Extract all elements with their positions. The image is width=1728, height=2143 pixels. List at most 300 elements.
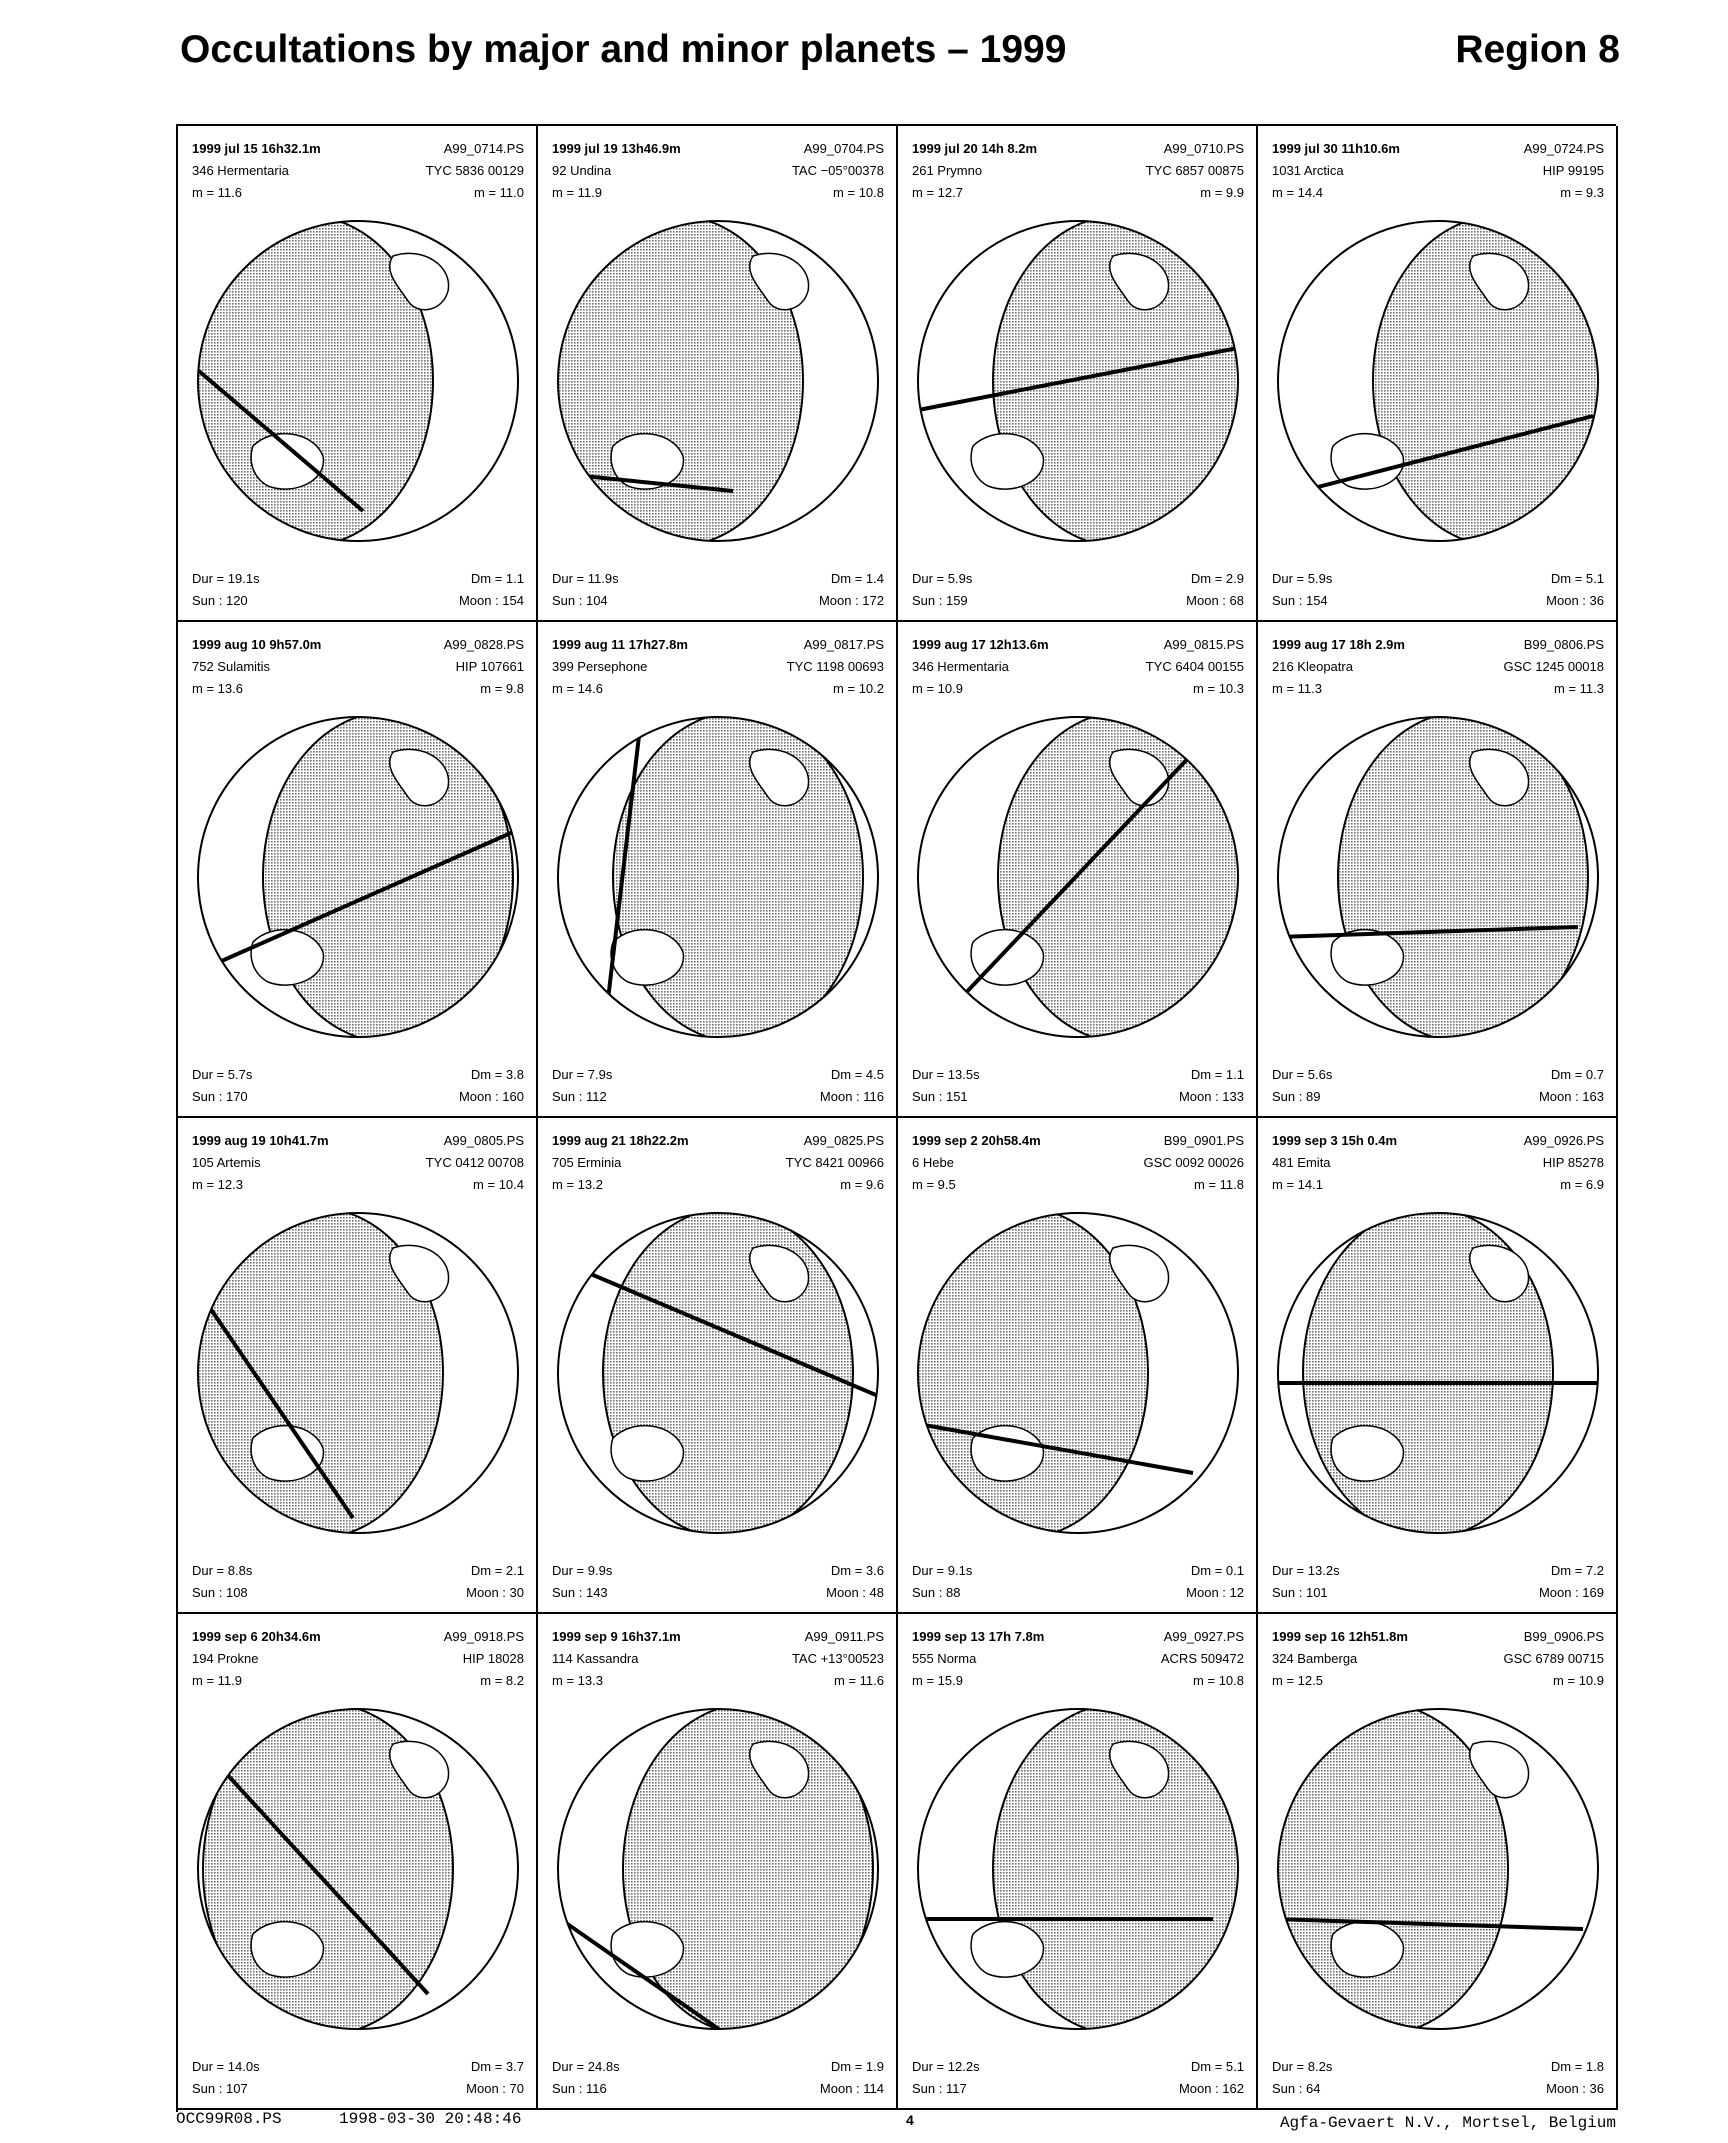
panel-header — [192, 1626, 524, 1692]
panel-header-row — [552, 1626, 884, 1648]
planet-magnitude: m = 13.2 — [552, 1177, 603, 1192]
panel-header-row — [552, 1174, 884, 1196]
panel-footer-row — [552, 590, 884, 612]
star-magnitude: m = 10.8 — [1193, 1673, 1244, 1688]
panel-footer — [192, 2056, 524, 2100]
panel-header-row — [912, 634, 1244, 656]
event-file: A99_0704.PS — [803, 141, 884, 156]
magnitude-drop: Dm = 2.9 — [1190, 571, 1244, 586]
panel-footer — [192, 1064, 524, 1108]
panel-footer-row — [552, 1560, 884, 1582]
panel-header-row — [192, 1130, 524, 1152]
page-title: Occultations by major and minor planets – 1999 — [180, 28, 1067, 71]
occultation-panel — [898, 1118, 1258, 1614]
star-magnitude: m = 10.2 — [833, 681, 884, 696]
panel-header-row — [552, 1648, 884, 1670]
page-number: 4 — [906, 2112, 914, 2128]
planet-magnitude: m = 9.5 — [912, 1177, 956, 1192]
star-id: GSC 1245 00018 — [1503, 659, 1604, 674]
event-file: A99_0817.PS — [803, 637, 884, 652]
star-id: GSC 6789 00715 — [1503, 1651, 1604, 1666]
panel-header-row — [912, 1670, 1244, 1692]
star-magnitude: m = 9.9 — [1200, 185, 1244, 200]
panel-footer-row — [192, 590, 524, 612]
magnitude-drop: Dm = 3.8 — [470, 1067, 524, 1082]
duration: Dur = 5.9s — [912, 571, 973, 586]
landmass — [251, 1922, 323, 1977]
panel-header-row — [192, 160, 524, 182]
sun-elongation: Sun : 104 — [552, 593, 608, 608]
landmass — [251, 1426, 323, 1481]
moon-elongation: Moon : 154 — [458, 593, 524, 608]
event-date: 1999 aug 21 18h22.2m — [552, 1133, 689, 1148]
panel-footer-row — [912, 1560, 1244, 1582]
sun-elongation: Sun : 89 — [1272, 1089, 1321, 1104]
occultation-panel — [1258, 622, 1618, 1118]
globe-map-icon — [913, 1208, 1243, 1538]
sun-elongation: Sun : 159 — [912, 593, 968, 608]
panel-header-row — [1272, 1670, 1604, 1692]
planet-magnitude: m = 11.6 — [192, 185, 242, 200]
occultation-panel — [178, 622, 538, 1118]
planet-magnitude: m = 13.3 — [552, 1673, 603, 1688]
planet-magnitude: m = 12.5 — [1272, 1673, 1323, 1688]
star-id: ACRS 509472 — [1160, 1651, 1244, 1666]
panel-header-row — [552, 182, 884, 204]
magnitude-drop: Dm = 1.9 — [830, 2059, 884, 2074]
star-magnitude: m = 9.8 — [480, 681, 524, 696]
event-date: 1999 sep 13 17h 7.8m — [912, 1629, 1045, 1644]
sun-elongation: Sun : 108 — [192, 1585, 248, 1600]
magnitude-drop: Dm = 0.7 — [1550, 1067, 1604, 1082]
planet-magnitude: m = 15.9 — [912, 1673, 963, 1688]
planet-name: 216 Kleopatra — [1272, 659, 1353, 674]
sun-elongation: Sun : 151 — [912, 1089, 968, 1104]
landmass — [251, 434, 323, 489]
globe-map-icon — [913, 216, 1243, 546]
panel-header-row — [912, 1152, 1244, 1174]
duration: Dur = 5.6s — [1272, 1067, 1333, 1082]
landmass — [1331, 1426, 1403, 1481]
panel-header-row — [192, 138, 524, 160]
panel-footer-row — [192, 1582, 524, 1604]
duration: Dur = 5.7s — [192, 1067, 253, 1082]
occultation-panel — [1258, 126, 1618, 622]
duration: Dur = 9.9s — [552, 1563, 613, 1578]
footer-timestamp: 1998-03-30 20:48:46 — [339, 2110, 522, 2128]
event-file: A99_0828.PS — [443, 637, 524, 652]
duration: Dur = 13.5s — [912, 1067, 980, 1082]
panel-footer-row — [552, 2078, 884, 2100]
planet-magnitude: m = 10.9 — [912, 681, 963, 696]
occultation-panel — [898, 126, 1258, 622]
event-date: 1999 sep 9 16h37.1m — [552, 1629, 681, 1644]
landmass — [971, 1922, 1043, 1977]
star-id: GSC 0092 00026 — [1143, 1155, 1244, 1170]
panel-header — [912, 634, 1244, 700]
panel-header-row — [552, 678, 884, 700]
magnitude-drop: Dm = 2.1 — [470, 1563, 524, 1578]
sun-elongation: Sun : 154 — [1272, 593, 1328, 608]
star-magnitude: m = 6.9 — [1560, 1177, 1604, 1192]
planet-name: 399 Persephone — [552, 659, 648, 674]
globe-map-icon — [913, 712, 1243, 1042]
planet-magnitude: m = 12.7 — [912, 185, 963, 200]
sun-elongation: Sun : 64 — [1272, 2081, 1321, 2096]
globe-map-icon — [1273, 216, 1603, 546]
panel-header — [1272, 1130, 1604, 1196]
panel-footer — [1272, 568, 1604, 612]
panel-header-row — [912, 656, 1244, 678]
panel-footer-row — [552, 1582, 884, 1604]
planet-magnitude: m = 14.1 — [1272, 1177, 1323, 1192]
panel-footer — [1272, 1560, 1604, 1604]
moon-elongation: Moon : 160 — [458, 1089, 524, 1104]
event-file: A99_0918.PS — [443, 1629, 524, 1644]
panel-header-row — [552, 656, 884, 678]
panel-footer-row — [912, 1582, 1244, 1604]
panel-header — [912, 1130, 1244, 1196]
globe-map-icon — [193, 712, 523, 1042]
planet-name: 346 Hermentaria — [192, 163, 289, 178]
panel-footer — [552, 1064, 884, 1108]
planet-name: 114 Kassandra — [552, 1651, 639, 1666]
star-magnitude: m = 11.0 — [474, 185, 524, 200]
footer-publisher: Agfa-Gevaert N.V., Mortsel, Belgium — [1279, 2114, 1616, 2132]
duration: Dur = 24.8s — [552, 2059, 620, 2074]
event-file: B99_0906.PS — [1523, 1629, 1604, 1644]
magnitude-drop: Dm = 1.8 — [1550, 2059, 1604, 2074]
planet-name: 555 Norma — [912, 1651, 977, 1666]
panel-header-row — [1272, 1174, 1604, 1196]
planet-name: 194 Prokne — [192, 1651, 259, 1666]
globe-map-icon — [1273, 1704, 1603, 2034]
occultation-panel — [538, 622, 898, 1118]
panel-footer-row — [912, 2056, 1244, 2078]
panel-header-row — [1272, 1626, 1604, 1648]
panel-header-row — [912, 1626, 1244, 1648]
landmass — [611, 1426, 683, 1481]
event-file: A99_0714.PS — [443, 141, 524, 156]
globe-map-icon — [553, 1208, 883, 1538]
planet-magnitude: m = 11.9 — [192, 1673, 242, 1688]
landmass — [971, 434, 1043, 489]
event-date: 1999 jul 30 11h10.6m — [1272, 141, 1400, 156]
moon-elongation: Moon : 114 — [819, 2081, 884, 2096]
panel-header-row — [552, 1670, 884, 1692]
panel-footer — [912, 1560, 1244, 1604]
planet-name: 92 Undina — [552, 163, 612, 178]
panel-header-row — [192, 1670, 524, 1692]
panel-footer — [912, 1064, 1244, 1108]
landmass — [1331, 1922, 1403, 1977]
panel-header — [552, 1626, 884, 1692]
occultation-panel — [178, 1118, 538, 1614]
panel-header — [552, 138, 884, 204]
star-id: HIP 107661 — [455, 659, 524, 674]
panel-footer-row — [552, 1086, 884, 1108]
planet-name: 1031 Arctica — [1272, 163, 1344, 178]
panel-header-row — [192, 1648, 524, 1670]
globe-map-icon — [193, 1208, 523, 1538]
moon-elongation: Moon : 30 — [466, 1585, 524, 1600]
star-id: TYC 5836 00129 — [425, 163, 524, 178]
panel-footer — [912, 568, 1244, 612]
occultation-panel — [538, 126, 898, 622]
moon-elongation: Moon : 36 — [1546, 593, 1604, 608]
panel-footer-row — [192, 1064, 524, 1086]
page-footer — [176, 2106, 1616, 2136]
planet-magnitude: m = 11.9 — [552, 185, 602, 200]
panel-footer-row — [192, 1086, 524, 1108]
occultation-panel — [538, 1118, 898, 1614]
star-magnitude: m = 10.3 — [1193, 681, 1244, 696]
sun-elongation: Sun : 117 — [912, 2081, 967, 2096]
duration: Dur = 14.0s — [192, 2059, 260, 2074]
panel-header-row — [912, 182, 1244, 204]
panel-footer — [1272, 2056, 1604, 2100]
sun-elongation: Sun : 101 — [1272, 1585, 1328, 1600]
sun-elongation: Sun : 112 — [552, 1089, 607, 1104]
event-date: 1999 aug 19 10h41.7m — [192, 1133, 329, 1148]
planet-name: 705 Erminia — [552, 1155, 622, 1170]
panel-header-row — [1272, 1130, 1604, 1152]
shadow-region — [623, 1704, 873, 2034]
panel-header-row — [1272, 1648, 1604, 1670]
star-magnitude: m = 11.8 — [1194, 1177, 1244, 1192]
panel-footer-row — [912, 1064, 1244, 1086]
panel-header-row — [192, 656, 524, 678]
panel-header-row — [1272, 634, 1604, 656]
occultation-grid — [176, 124, 1616, 2112]
moon-elongation: Moon : 48 — [826, 1585, 884, 1600]
globe-map-icon — [553, 712, 883, 1042]
globe-map-icon — [1273, 1208, 1603, 1538]
panel-footer — [552, 568, 884, 612]
event-date: 1999 sep 16 12h51.8m — [1272, 1629, 1408, 1644]
moon-elongation: Moon : 172 — [818, 593, 884, 608]
event-date: 1999 aug 17 12h13.6m — [912, 637, 1049, 652]
panel-footer — [192, 568, 524, 612]
event-date: 1999 sep 2 20h58.4m — [912, 1133, 1041, 1148]
planet-magnitude: m = 14.6 — [552, 681, 603, 696]
moon-elongation: Moon : 70 — [466, 2081, 524, 2096]
page-header — [180, 28, 1620, 88]
occultation-panel — [178, 126, 538, 622]
event-date: 1999 aug 10 9h57.0m — [192, 637, 322, 652]
star-id: TAC −05°00378 — [791, 163, 884, 178]
moon-elongation: Moon : 133 — [1178, 1089, 1244, 1104]
panel-header-row — [912, 138, 1244, 160]
panel-header-row — [1272, 678, 1604, 700]
panel-header — [1272, 1626, 1604, 1692]
star-magnitude: m = 9.6 — [840, 1177, 884, 1192]
panel-header-row — [552, 160, 884, 182]
panel-header — [1272, 138, 1604, 204]
duration: Dur = 19.1s — [192, 571, 260, 586]
panel-footer-row — [1272, 2078, 1604, 2100]
star-id: HIP 99195 — [1542, 163, 1604, 178]
star-magnitude: m = 11.3 — [1554, 681, 1604, 696]
event-file: A99_0710.PS — [1163, 141, 1244, 156]
globe-map-icon — [553, 1704, 883, 2034]
sun-elongation: Sun : 143 — [552, 1585, 608, 1600]
panel-footer-row — [552, 1064, 884, 1086]
moon-elongation: Moon : 36 — [1546, 2081, 1604, 2096]
planet-magnitude: m = 13.6 — [192, 681, 243, 696]
panel-footer — [552, 2056, 884, 2100]
panel-header — [552, 634, 884, 700]
panel-footer — [912, 2056, 1244, 2100]
moon-elongation: Moon : 163 — [1538, 1089, 1604, 1104]
planet-magnitude: m = 14.4 — [1272, 185, 1323, 200]
planet-name: 261 Prymno — [912, 163, 983, 178]
event-date: 1999 sep 3 15h 0.4m — [1272, 1133, 1398, 1148]
panel-header — [192, 138, 524, 204]
panel-header-row — [552, 138, 884, 160]
star-id: TYC 8421 00966 — [785, 1155, 884, 1170]
event-date: 1999 aug 17 18h 2.9m — [1272, 637, 1405, 652]
star-id: TYC 6404 00155 — [1145, 659, 1244, 674]
star-magnitude: m = 9.3 — [1560, 185, 1604, 200]
panel-footer-row — [192, 1560, 524, 1582]
duration: Dur = 13.2s — [1272, 1563, 1340, 1578]
magnitude-drop: Dm = 3.6 — [830, 1563, 884, 1578]
panel-footer-row — [912, 2078, 1244, 2100]
panel-footer — [1272, 1064, 1604, 1108]
shadow-region — [263, 712, 513, 1042]
magnitude-drop: Dm = 1.4 — [830, 571, 884, 586]
panel-header-row — [192, 1174, 524, 1196]
event-file: B99_0901.PS — [1163, 1133, 1244, 1148]
panel-footer-row — [552, 568, 884, 590]
occultation-panel — [178, 1614, 538, 2110]
panel-footer — [552, 1560, 884, 1604]
panel-header-row — [912, 1648, 1244, 1670]
panel-header-row — [912, 678, 1244, 700]
shadow-region — [603, 1208, 853, 1538]
panel-header — [192, 634, 524, 700]
occultation-panel — [1258, 1614, 1618, 2110]
occultation-panel — [898, 1614, 1258, 2110]
planet-name: 346 Hermentaria — [912, 659, 1009, 674]
globe-map-icon — [193, 1704, 523, 2034]
star-magnitude: m = 10.4 — [473, 1177, 524, 1192]
duration: Dur = 12.2s — [912, 2059, 980, 2074]
magnitude-drop: Dm = 3.7 — [470, 2059, 524, 2074]
duration: Dur = 9.1s — [912, 1563, 973, 1578]
event-file: A99_0825.PS — [803, 1133, 884, 1148]
globe-map-icon — [1273, 712, 1603, 1042]
sun-elongation: Sun : 120 — [192, 593, 248, 608]
shadow-region — [613, 712, 863, 1042]
star-id: TYC 6857 00875 — [1145, 163, 1244, 178]
panel-footer-row — [1272, 590, 1604, 612]
panel-header-row — [192, 634, 524, 656]
event-file: A99_0911.PS — [804, 1629, 884, 1644]
panel-header-row — [552, 634, 884, 656]
landmass — [251, 930, 323, 985]
panel-header-row — [1272, 160, 1604, 182]
event-file: B99_0806.PS — [1523, 637, 1604, 652]
planet-magnitude: m = 11.3 — [1272, 681, 1322, 696]
event-date: 1999 sep 6 20h34.6m — [192, 1629, 321, 1644]
landmass — [611, 1922, 683, 1977]
star-magnitude: m = 10.8 — [833, 185, 884, 200]
panel-header-row — [912, 160, 1244, 182]
sun-elongation: Sun : 88 — [912, 1585, 961, 1600]
moon-elongation: Moon : 116 — [819, 1089, 884, 1104]
panel-footer-row — [912, 568, 1244, 590]
event-file: A99_0815.PS — [1163, 637, 1244, 652]
panel-header-row — [552, 1152, 884, 1174]
planet-name: 481 Emita — [1272, 1155, 1331, 1170]
panel-header-row — [552, 1130, 884, 1152]
panel-header — [552, 1130, 884, 1196]
panel-footer-row — [1272, 568, 1604, 590]
moon-elongation: Moon : 169 — [1538, 1585, 1604, 1600]
panel-header-row — [912, 1174, 1244, 1196]
magnitude-drop: Dm = 1.1 — [470, 571, 524, 586]
occultation-panel — [898, 622, 1258, 1118]
panel-header-row — [1272, 182, 1604, 204]
planet-name: 6 Hebe — [912, 1155, 954, 1170]
duration: Dur = 8.8s — [192, 1563, 253, 1578]
moon-elongation: Moon : 68 — [1186, 593, 1244, 608]
panel-footer-row — [912, 590, 1244, 612]
panel-header-row — [192, 1152, 524, 1174]
shadow-region — [1338, 712, 1588, 1042]
sun-elongation: Sun : 170 — [192, 1089, 248, 1104]
star-id: HIP 85278 — [1542, 1155, 1604, 1170]
planet-name: 752 Sulamitis — [192, 659, 271, 674]
event-date: 1999 aug 11 17h27.8m — [552, 637, 688, 652]
star-id: HIP 18028 — [462, 1651, 524, 1666]
magnitude-drop: Dm = 5.1 — [1550, 571, 1604, 586]
planet-name: 105 Artemis — [192, 1155, 261, 1170]
event-file: A99_0927.PS — [1163, 1629, 1244, 1644]
event-file: A99_0805.PS — [443, 1133, 524, 1148]
globe-map-icon — [913, 1704, 1243, 2034]
region-label: Region 8 — [1455, 28, 1620, 71]
magnitude-drop: Dm = 1.1 — [1190, 1067, 1244, 1082]
panel-header — [912, 138, 1244, 204]
panel-header-row — [1272, 138, 1604, 160]
moon-elongation: Moon : 162 — [1178, 2081, 1244, 2096]
star-magnitude: m = 8.2 — [480, 1673, 524, 1688]
panel-header — [912, 1626, 1244, 1692]
panel-header-row — [192, 678, 524, 700]
event-date: 1999 jul 20 14h 8.2m — [912, 141, 1038, 156]
landmass — [1331, 930, 1403, 985]
planet-name: 324 Bamberga — [1272, 1651, 1358, 1666]
panel-footer-row — [1272, 1064, 1604, 1086]
footer-filename: OCC99R08.PS — [176, 2110, 282, 2128]
star-magnitude: m = 11.6 — [834, 1673, 884, 1688]
event-date: 1999 jul 15 16h32.1m — [192, 141, 321, 156]
panel-footer-row — [192, 568, 524, 590]
occultation-panel — [538, 1614, 898, 2110]
moon-elongation: Moon : 12 — [1186, 1585, 1244, 1600]
star-id: TYC 0412 00708 — [425, 1155, 524, 1170]
panel-footer-row — [552, 2056, 884, 2078]
occultation-panel — [1258, 1118, 1618, 1614]
globe-map-icon — [553, 216, 883, 546]
globe-map-icon — [193, 216, 523, 546]
duration: Dur = 8.2s — [1272, 2059, 1333, 2074]
star-id: TAC +13°00523 — [791, 1651, 884, 1666]
magnitude-drop: Dm = 4.5 — [830, 1067, 884, 1082]
